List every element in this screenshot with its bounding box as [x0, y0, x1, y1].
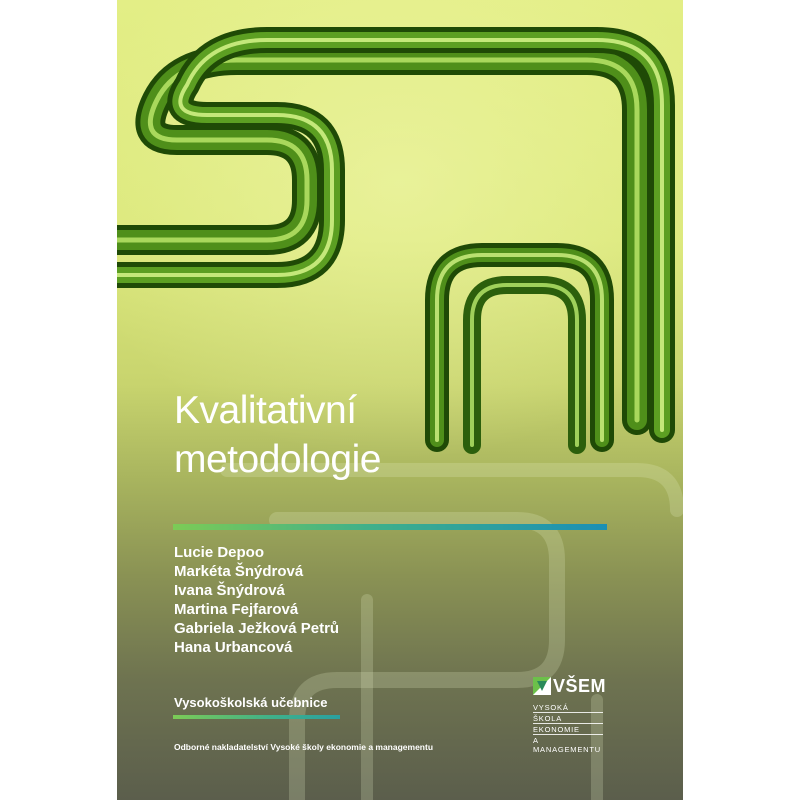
author-name: Hana Urbancová — [174, 639, 293, 656]
logo-subtext — [533, 702, 633, 754]
author-name: Markéta Šnýdrová — [174, 563, 304, 580]
author-name: Gabriela Ježková Petrů — [174, 620, 340, 637]
vsem-logo — [533, 676, 633, 754]
vsem-logo-mark-icon — [533, 677, 551, 695]
subtitle-divider — [173, 715, 340, 719]
author-list — [174, 543, 339, 657]
logo-line: EKONOMIE — [533, 724, 603, 735]
author-name: Martina Fejfarová — [174, 601, 299, 618]
logo-line: A MANAGEMENTU — [533, 736, 601, 754]
author-name: Lucie Depoo — [174, 544, 265, 561]
title-divider — [173, 524, 607, 530]
book-title-line-1: Kvalitativní — [174, 389, 357, 432]
book-title — [174, 386, 381, 484]
logo-line: ŠKOLA — [533, 713, 603, 724]
book-subtitle: Vysokoškolská učebnice — [174, 695, 328, 710]
logo-name: VŠEM — [553, 676, 607, 696]
book-title-line-2: metodologie — [174, 438, 381, 481]
logo-line: VYSOKÁ — [533, 702, 603, 713]
publisher-name: Odborné nakladatelství Vysoké školy ekonomie a managementu — [174, 742, 434, 752]
book-cover — [117, 0, 683, 800]
author-name: Ivana Šnýdrová — [174, 582, 285, 599]
